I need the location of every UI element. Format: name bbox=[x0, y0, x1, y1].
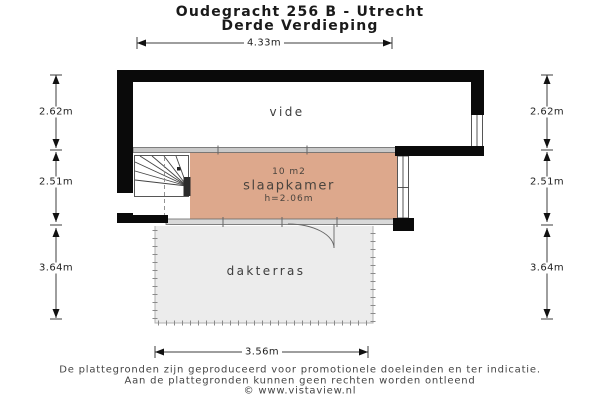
slaapkamer-height-label: h=2.06m bbox=[264, 194, 314, 204]
vide-window bbox=[472, 114, 483, 148]
dimension-right-1-label: 2.62m bbox=[527, 107, 567, 118]
room-label-slaapkamer: slaapkamer bbox=[243, 178, 335, 194]
stair-newel-post bbox=[184, 177, 191, 196]
stair-direction-dot bbox=[177, 167, 181, 171]
dimension-left-1-label: 2.62m bbox=[36, 107, 76, 118]
footer-disclaimer-1: De plattegronden zijn geproduceerd voor promotionele doeleinden en ter indicatie. bbox=[59, 364, 541, 376]
slaapkamer-window bbox=[398, 156, 409, 218]
dimension-right-2-label: 2.51m bbox=[527, 177, 567, 188]
room-label-dakterras: dakterras bbox=[226, 264, 306, 278]
dimension-left-3-label: 3.64m bbox=[36, 263, 76, 274]
footer-disclaimer-2: Aan de plattegronden kunnen geen rechten worden ontleend bbox=[124, 375, 476, 387]
plan-title: Oudegracht 256 B - Utrecht bbox=[175, 4, 425, 20]
dimension-top-label: 4.33m bbox=[244, 38, 284, 49]
slaapkamer-area-label: 10 m2 bbox=[272, 167, 306, 177]
dimension-right-3-label: 3.64m bbox=[527, 263, 567, 274]
room-label-vide: vide bbox=[269, 105, 305, 119]
plan-subtitle: Derde Verdieping bbox=[221, 18, 379, 34]
dimension-left-2-label: 2.51m bbox=[36, 177, 76, 188]
dimension-bottom-label: 3.56m bbox=[242, 347, 282, 358]
footer-credit: © www.vistaview.nl bbox=[243, 385, 357, 397]
